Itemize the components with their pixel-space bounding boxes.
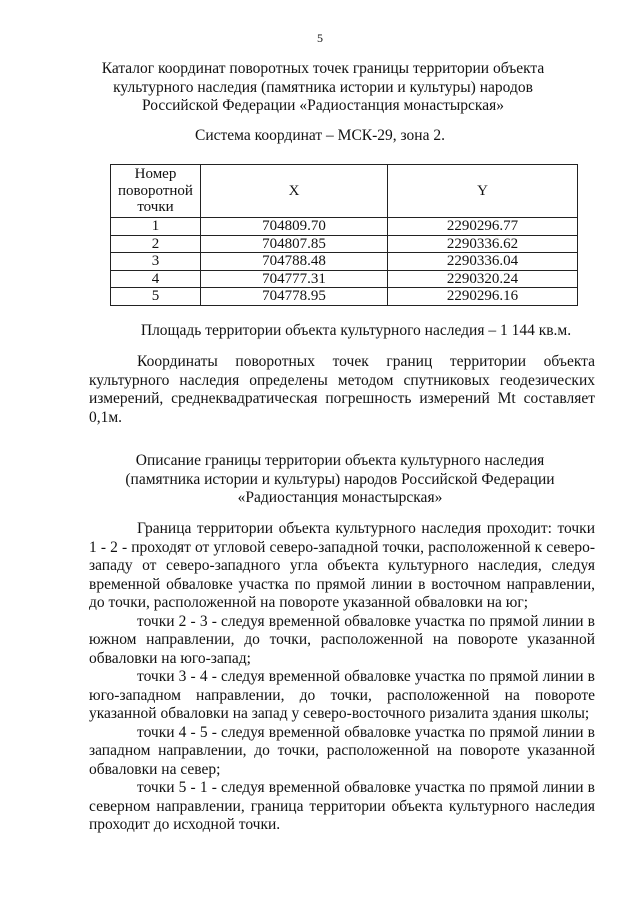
x-coordinate-cell: 704807.85 <box>201 235 388 253</box>
column-header-x: X <box>201 165 388 218</box>
point-number-cell: 4 <box>111 270 201 288</box>
table-row <box>111 270 578 288</box>
catalog-title: Каталог координат поворотных точек границы территории объекта культурного наследия (памятника истории и культуры) народов Российской Федерации «Радиостанция монастырская» <box>101 60 545 114</box>
point-number-cell: 1 <box>111 218 201 236</box>
y-coordinate-cell: 2290296.77 <box>388 218 578 236</box>
table-row <box>111 218 578 236</box>
description-paragraph: Граница территории объекта культурного наследия проходит: точки 1 - 2 - проходят от угловой северо-западной точки, расположенной к северо-западу от северо-западного угла объекта культурного наследия, следуя временной обваловке участка по прямой линии в восточном направлении, до точки, расположенной на повороте указанной обваловки на юг; <box>89 520 595 611</box>
x-coordinate-cell: 704778.95 <box>201 288 388 306</box>
y-coordinate-cell: 2290336.04 <box>388 253 578 271</box>
description-paragraph: точки 2 - 3 - следуя временной обваловке участка по прямой линии в южном направлении, до точки, расположенной на повороте указанной обваловки на юго-запад; <box>89 612 595 667</box>
table-row <box>111 235 578 253</box>
point-number-cell: 5 <box>111 288 201 306</box>
accuracy-paragraph: Координаты поворотных точек границ территории объекта культурного наследия определены методом спутниковых геодезических измерений, среднеквадратическая погрешность измерений Mt составляет 0,1м. <box>89 353 595 426</box>
y-coordinate-cell: 2290296.16 <box>388 288 578 306</box>
point-number-cell: 3 <box>111 253 201 271</box>
column-header-y: Y <box>388 165 578 218</box>
area-statement: Площадь территории объекта культурного наследия – 1 144 кв.м. <box>140 322 572 339</box>
x-coordinate-cell: 704777.31 <box>201 270 388 288</box>
table-row <box>111 253 578 271</box>
description-paragraph: точки 3 - 4 - следуя временной обваловке участка по прямой линии в юго-западном направлении, до точки, расположенной на повороте указанной обваловки на запад у северо-восточного ризалита здания школы; <box>89 668 595 722</box>
point-number-cell: 2 <box>111 235 201 253</box>
table-header-row <box>111 165 578 218</box>
boundary-description <box>89 520 595 835</box>
x-coordinate-cell: 704788.48 <box>201 253 388 271</box>
description-paragraph: точки 4 - 5 - следуя временной обваловке участка по прямой линии в западном направлении, до точки, расположенной на повороте указанной обваловки на север; <box>89 723 595 778</box>
boundary-description-title: Описание границы территории объекта культурного наследия (памятника истории и культуры) народов Российской Федерации «Радиостанция монастырская» <box>125 452 555 506</box>
y-coordinate-cell: 2290336.62 <box>388 235 578 253</box>
page-number: 5 <box>317 31 323 45</box>
y-coordinate-cell: 2290320.24 <box>388 270 578 288</box>
description-paragraph: точки 5 - 1 - следуя временной обваловке участка по прямой линии в северном направлении, граница территории объекта культурного наследия проходит до исходной точки. <box>89 779 595 833</box>
accuracy-block <box>89 353 595 427</box>
x-coordinate-cell: 704809.70 <box>201 218 388 236</box>
coordinates-table <box>110 164 578 306</box>
table-row <box>111 288 578 306</box>
column-header-point: Номер поворотной точки <box>111 165 201 218</box>
coordinate-system-line: Система координат – МСК-29, зона 2. <box>195 127 445 144</box>
